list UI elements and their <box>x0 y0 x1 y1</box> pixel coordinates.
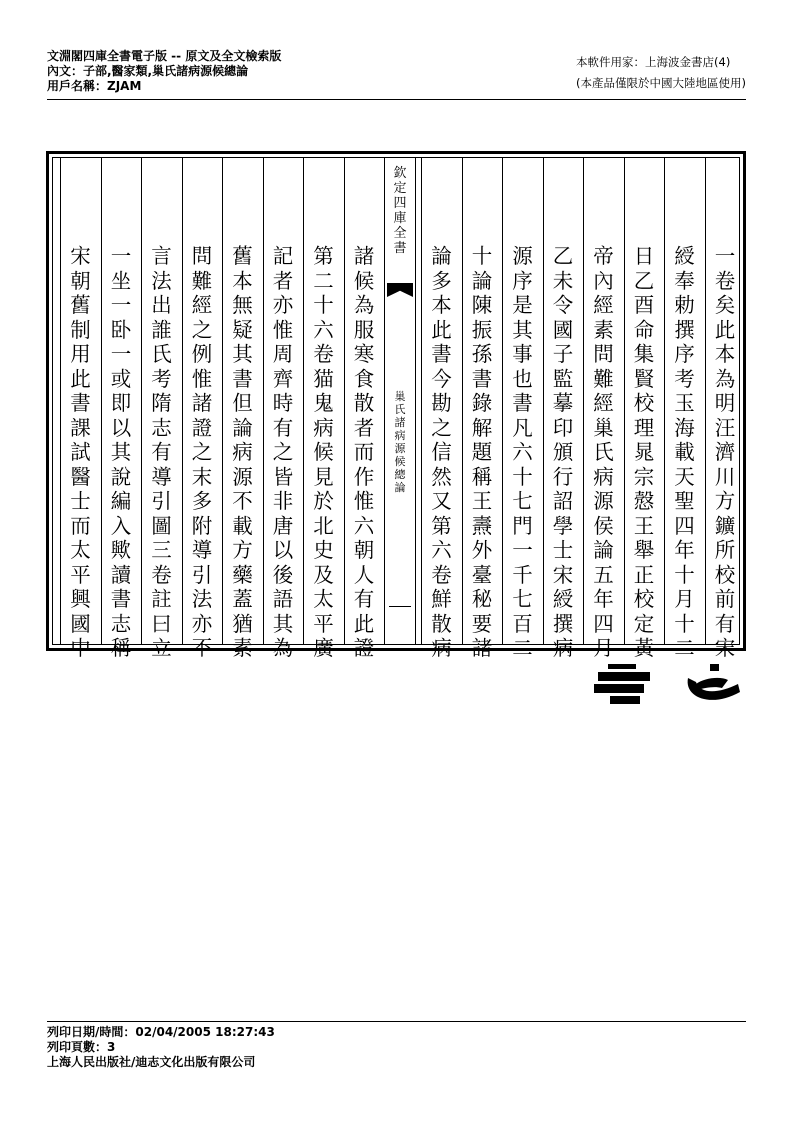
center-title: 欽 定 四 庫 全 書 <box>393 166 407 256</box>
header-divider <box>47 99 746 100</box>
text-column-right-6 <box>502 158 542 660</box>
text-column-right-8 <box>421 158 461 660</box>
center-book-title: 巢 氏 諸 病 源 候 總 論 <box>394 390 406 494</box>
print-pages: 列印頁數：3 <box>47 1040 116 1054</box>
center-rule <box>389 606 411 607</box>
column-text: 帝 內 經 素 問 難 經 巢 氏 病 源 侯 論 五 年 四 月 <box>593 244 614 660</box>
column-text: 源 序 是 其 事 也 書 凡 六 十 七 門 一 千 七 百 二 <box>512 244 533 660</box>
header-user: 用戶名稱：ZJAM <box>47 79 142 93</box>
book-page-frame <box>46 151 746 660</box>
column-text: 問 難 經 之 例 惟 諸 證 之 末 多 附 導 引 法 亦 不 <box>191 244 213 660</box>
column-text: 第 二 十 六 卷 猫 鬼 病 候 見 於 北 史 及 太 平 廣 <box>313 244 334 660</box>
column-text: 綬 奉 勅 撰 序 考 玉 海 載 天 聖 四 年 十 月 十 二 <box>674 244 695 660</box>
text-column-right-4 <box>583 158 623 660</box>
header-licensee: 本軟件用家：上海波金書店(4) <box>576 55 731 69</box>
column-text: 十 論 陳 振 孫 書 錄 解 題 稱 王 燾 外 臺 秘 要 諸 <box>471 244 493 660</box>
text-column-right-7 <box>462 158 502 660</box>
library-seal-icon <box>592 658 742 708</box>
footer <box>47 1025 275 1070</box>
header-right <box>576 49 746 90</box>
header-left <box>47 49 281 94</box>
header-edition: 文淵閣四庫全書電子版 -- 原文及全文檢索版 <box>47 49 282 63</box>
column-text: 宋 朝 舊 制 用 此 書 課 試 醫 士 而 太 平 興 國 中 <box>70 244 91 660</box>
text-column-right-3 <box>624 158 664 660</box>
fishtail-mark <box>387 283 413 297</box>
text-column-left-5 <box>182 158 222 660</box>
column-text: 日 乙 酉 命 集 賢 校 理 晁 宗 慤 王 舉 正 校 定 黃 <box>633 244 655 660</box>
page-center-column <box>384 158 416 644</box>
column-text: 一 卷 矣 此 本 為 明 汪 濟 川 方 鑛 所 校 前 有 宋 <box>714 244 736 660</box>
column-text: 言 法 出 誰 氏 考 隋 志 有 導 引 圖 三 卷 註 曰 立 <box>151 244 172 660</box>
text-column-left-2 <box>303 158 343 660</box>
column-text: 諸 候 為 服 寒 食 散 者 而 作 惟 六 朝 人 有 此 證 <box>353 244 375 660</box>
text-column-left-3 <box>263 158 303 660</box>
footer-divider <box>47 1021 746 1022</box>
column-text: 一 坐 一 卧 一 或 即 以 其 說 編 入 歟 讀 書 志 稱 <box>110 244 132 660</box>
text-column-left-1 <box>344 158 384 660</box>
column-text: 記 者 亦 惟 周 齊 時 有 之 皆 非 唐 以 後 語 其 為 <box>272 244 294 660</box>
column-text: 舊 本 無 疑 其 書 但 論 病 源 不 載 方 藥 蓋 猶 素 <box>232 244 253 660</box>
text-column-right-2 <box>664 158 704 660</box>
publisher: 上海人民出版社/迪志文化出版有限公司 <box>47 1055 256 1069</box>
header-content: 內文：子部,醫家類,巢氏諸病源候總論 <box>47 64 249 78</box>
column-text: 乙 未 令 國 子 監 摹 印 頒 行 詔 學 士 宋 綬 撰 病 <box>552 244 574 660</box>
text-column-left-4 <box>222 158 262 660</box>
column-text: 論 多 本 此 書 今 勘 之 信 然 又 第 六 卷 鮮 散 病 <box>431 244 452 660</box>
text-column-left-6 <box>141 158 181 660</box>
text-column-left-8 <box>60 158 100 660</box>
header-region-notice: (本產品僅限於中國大陸地區使用) <box>576 76 746 90</box>
book-page <box>52 157 740 660</box>
text-column-left-7 <box>101 158 141 660</box>
text-column-right-1 <box>705 158 745 660</box>
print-datetime: 列印日期/時間：02/04/2005 18:27:43 <box>47 1025 275 1039</box>
text-column-right-5 <box>543 158 583 660</box>
